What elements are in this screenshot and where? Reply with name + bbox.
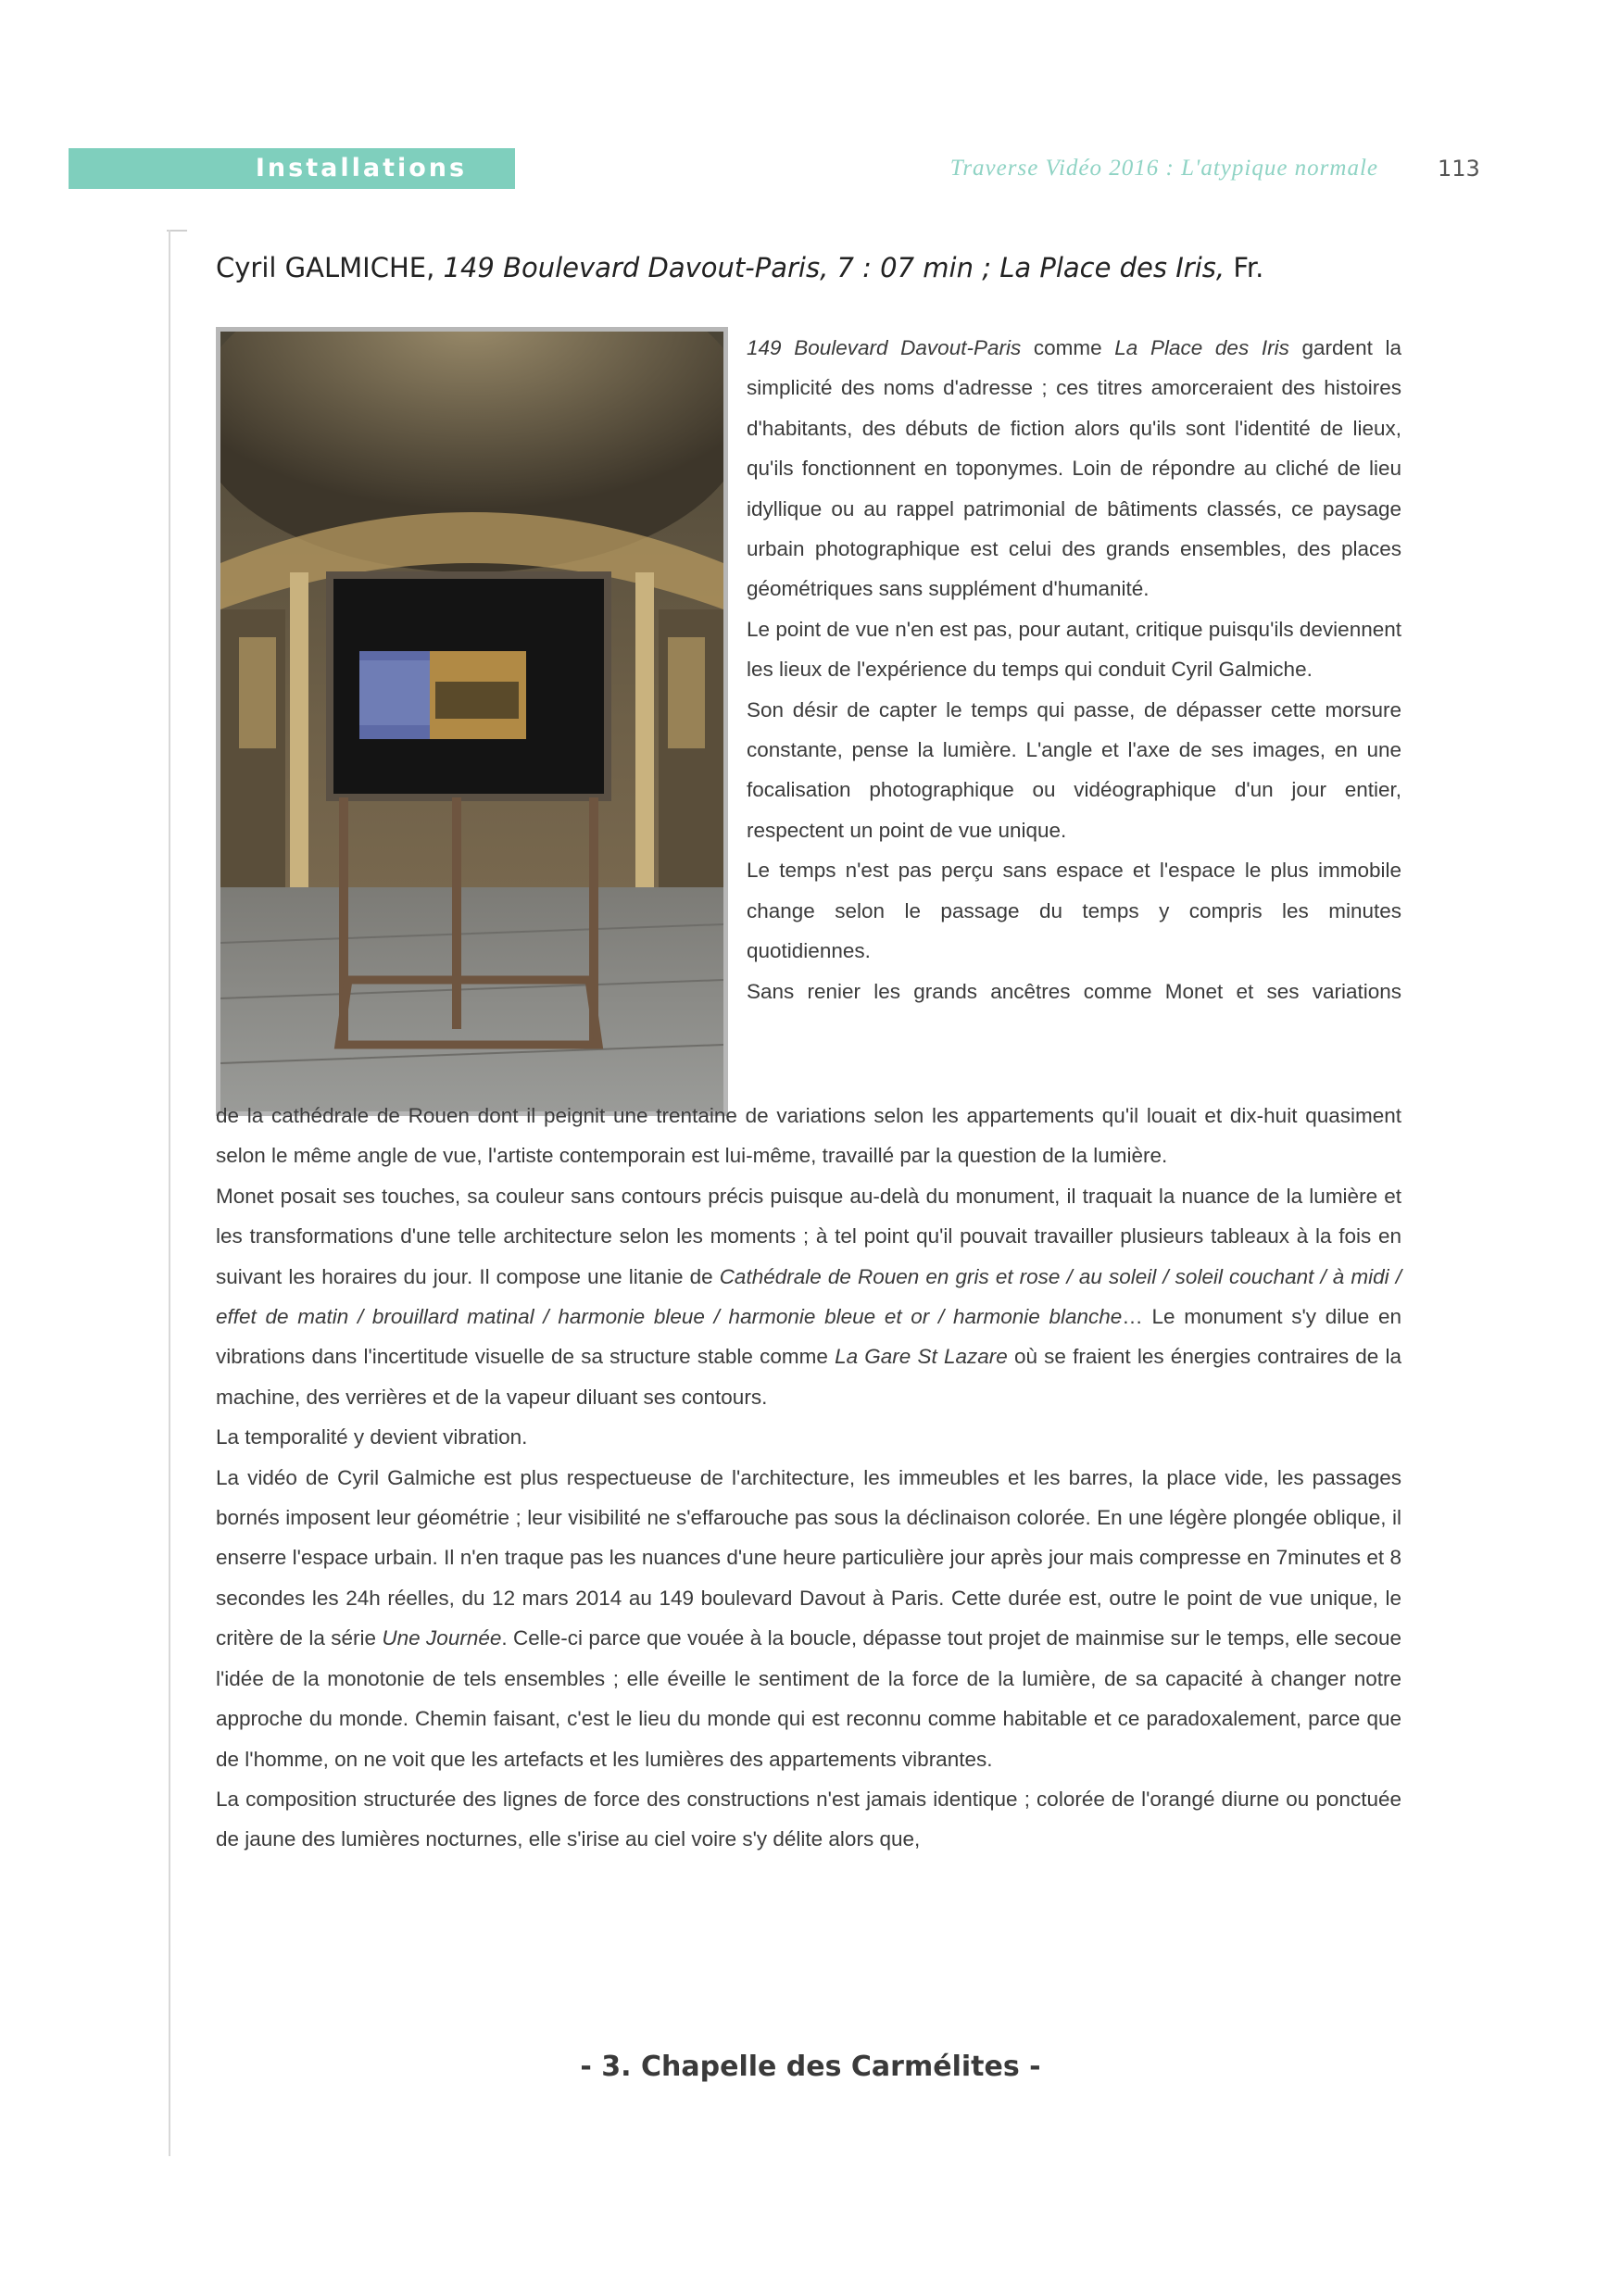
- paragraph: [216, 1458, 1401, 1779]
- section-tab: [69, 148, 515, 189]
- running-title: Traverse Vidéo 2016 : L'atypique normale: [949, 156, 1378, 181]
- installation-photo: [216, 327, 728, 1116]
- author-name: Cyril GALMICHE,: [216, 252, 435, 283]
- photo-caption: - 3. Chapelle des Carmélites -: [580, 2051, 1041, 2083]
- paragraph: La temporalité y devient vibration.: [216, 1425, 528, 1449]
- country: Fr.: [1233, 252, 1264, 283]
- paragraph-text: Monet posait ses touches, sa couleur sans contours précis puisque au-delà du monument, il traquait la nuance de la lumière et les transformations d'une telle architecture selon les moments ; à tel point qu'il pouvait travailler plusieurs tableaux à la fois en suivant les horaires du jour. Il compose une litanie de: [216, 1184, 1401, 1288]
- paragraph-text: comme: [1021, 336, 1115, 359]
- paragraph: La composition structurée des lignes de force des constructions n'est jamais identique ; colorée de l'orangé diurne ou ponctuée de jaune des lumières nocturnes, elle s'irise au ciel voire s'y délite alors que,: [216, 1787, 1401, 1851]
- work-duration: 7 : 07 min ;: [836, 252, 991, 283]
- work-title-1: 149 Boulevard Davout-Paris,: [443, 252, 829, 283]
- paragraph-text: … Le monument s'y dilue en vibrations dans l'incertitude visuelle de sa structure stable comme: [216, 1305, 1401, 1369]
- text-column: [747, 328, 1401, 1011]
- paragraph-text: gardent la simplicité des noms d'adresse ; ces titres amorceraient des histoires d'habitants, des débuts de fiction alors qu'ils sont l'identité de lieux, qu'ils fonctionnent en toponymes. Loin de répondre au cliché de lieu idyllique ou au rappel patrimonial de bâtiments classés, ce paysage urbain photographique est celui des grands ensembles, des places géométriques sans supplément d'humanité.: [747, 336, 1401, 601]
- inline-title: Cathédrale de Rouen en gris et rose / au soleil / soleil couchant / à midi / effet de matin / brouillard matinal / harmonie bleue / harmonie bleue et or / harmonie blanche: [216, 1264, 1401, 1329]
- paragraph: Le point de vue n'en est pas, pour autant, critique puisqu'ils deviennent les lieux de l'expérience du temps qui conduit Cyril Galmiche.: [747, 617, 1401, 682]
- page-number: 113: [1438, 156, 1480, 182]
- inline-title: Une Journée: [382, 1626, 502, 1650]
- paragraph-text: . Celle-ci parce que vouée à la boucle, dépasse tout projet de mainmise sur le temps, elle secoue l'idée de la monotonie de tels ensembles ; elle éveille le sentiment de la force de la lumière, de sa capacité à changer notre approche du monde. Chemin faisant, c'est le lieu du monde qui est reconnu comme habitable et ce paradoxalement, parce que de l'homme, on ne voit que les artefacts et les lumières des appartements vibrantes.: [216, 1626, 1402, 1771]
- paragraph-text: La vidéo de Cyril Galmiche est plus respectueuse de l'architecture, les immeubles et les barres, la place vide, les passages bornés imposent leur géométrie ; leur visibilité ne s'effarouche pas sous la déclinaison colorée. En une légère plongée oblique, il enserre l'espace urbain. Il n'en traque pas les nuances d'une heure particulière jour après jour mais compresse en 7minutes et 8 secondes les 24h réelles, du 12 mars 2014 au 149 boulevard Davout à Paris. Cette durée est, outre le point de vue unique, le critère de la série: [216, 1465, 1401, 1650]
- paragraph: Sans renier les grands ancêtres comme Monet et ses variations: [747, 979, 1401, 1003]
- paragraph: [216, 1176, 1401, 1417]
- inline-title: La Gare St Lazare: [835, 1345, 1008, 1369]
- section-tab-label: Installations: [255, 154, 468, 182]
- paragraph-text: où se fraient les énergies contraires de la machine, des verrières et de la vapeur diluant ses contours.: [216, 1345, 1402, 1409]
- work-title-2: La Place des Iris,: [999, 252, 1225, 283]
- paragraph: Son désir de capter le temps qui passe, de dépasser cette morsure constante, pense la lumière. L'angle et l'axe de ses images, en une focalisation photographique ou vidéographique d'un jour entier, respectent un point de vue unique.: [747, 697, 1401, 842]
- paragraph: de la cathédrale de Rouen dont il peignit une trentaine de variations selon les appartements qu'il louait et dix-huit quasiment selon le même angle de vue, l'artiste contemporain est lui-même, travaillé par la question de la lumière.: [216, 1104, 1401, 1168]
- paragraph: Le temps n'est pas perçu sans espace et l'espace le plus immobile change selon le passage du temps y compris les minutes quotidiennes.: [747, 859, 1401, 963]
- inline-title: La Place des Iris: [1114, 336, 1289, 359]
- article-heading: [216, 252, 1263, 283]
- paragraph: [747, 328, 1401, 609]
- inline-title: 149 Boulevard Davout-Paris: [747, 336, 1022, 359]
- text-full-width: [216, 1096, 1401, 1860]
- margin-rule-left: [169, 230, 170, 2156]
